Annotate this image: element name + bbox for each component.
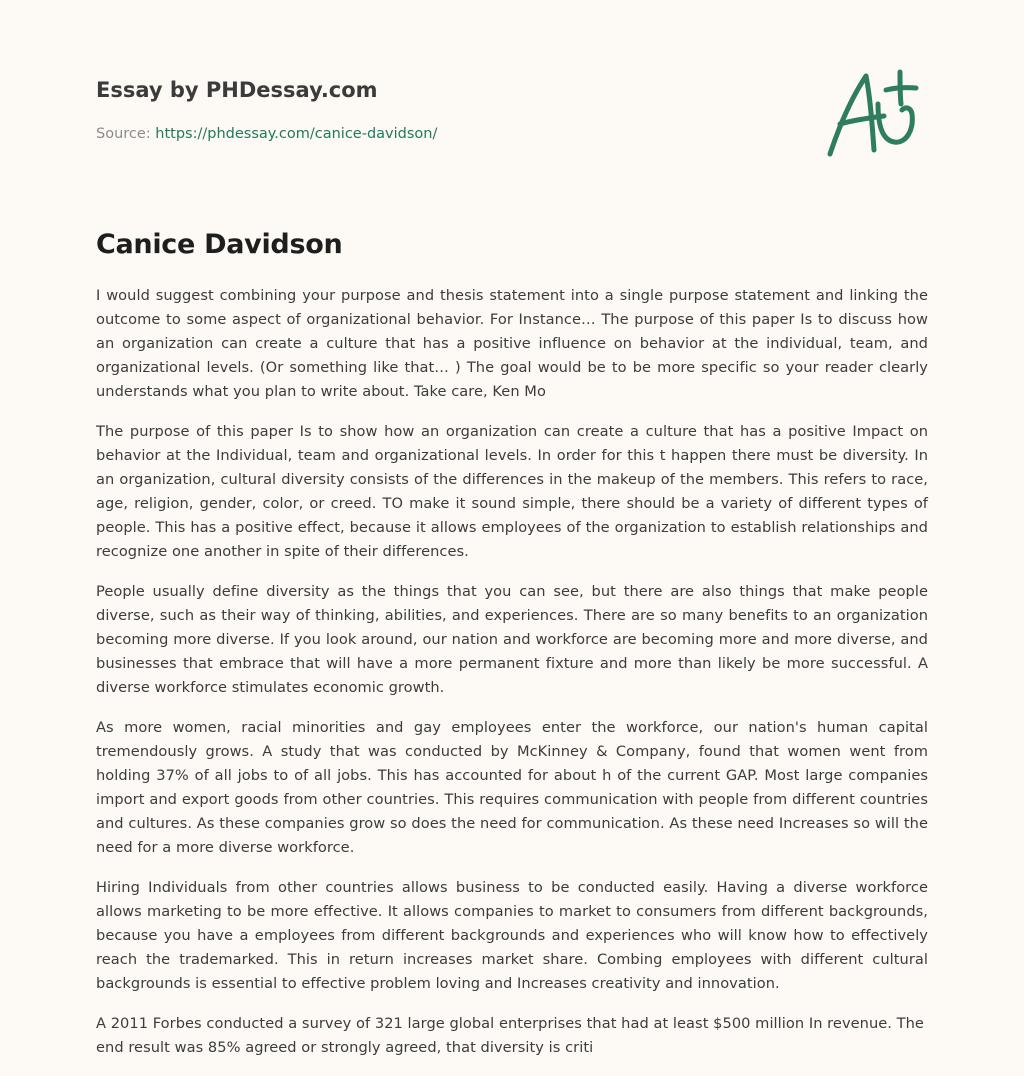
essay-title: Canice Davidson [96, 229, 343, 260]
essay-paragraph: People usually define diversity as the things that you can see, but there are also things that make people diverse, such as their way of thinking, abilities, and experiences. There are so many benefits to an organization becoming more diverse. If you look around, our nation and workforce are becoming more and more diverse, and businesses that embrace that will have a more permanent fixture and more than likely be more successful. A diverse workforce stimulates economic growth. [96, 583, 928, 696]
a-plus-logo-icon [820, 66, 924, 162]
essay-paragraph: Hiring Individuals from other countries allows business to be conducted easily. Having a diverse workforce allows marketing to be more effective. It allows companies to market to consumers from different backgrounds, because you have a employees from different backgrounds and experiences who will know how to effectively reach the trademarked. This in return increases market share. Combing employees with different cultural backgrounds is essential to effective problem loving and Increases creativity and innovation. [96, 879, 928, 992]
source-line [96, 124, 437, 144]
essay-paragraph: A 2011 Forbes conducted a survey of 321 large global enterprises that had at least $500 million In revenue. The end result was 85% agreed or strongly agreed, that diversity is criti [96, 1015, 924, 1056]
essay-header [96, 76, 928, 176]
essay-paragraph: The purpose of this paper Is to show how an organization can create a culture that has a positive Impact on behavior at the Individual, team and organizational levels. In order for this t happen there must be diversity. In an organization, cultural diversity consists of the differences in the makeup of the members. This refers to race, age, religion, gender, color, or creed. TO make it sound simple, there should be a variety of different types of people. This has a positive effect, because it allows employees of the organization to establish relationships and recognize one another in spite of their differences. [96, 423, 928, 560]
source-link[interactable]: https://phdessay.com/canice-davidson/ [155, 126, 438, 142]
source-label: Source: [96, 126, 156, 142]
essay-paragraph: As more women, racial minorities and gay employees enter the workforce, our nation's human capital tremendously grows. A study that was conducted by McKinney & Company, found that women went from holding 37% of all jobs to of all jobs. This has accounted for about h of the current GAP. Most large companies import and export goods from other countries. This requires communication with people from different countries and cultures. As these companies grow so does the need for communication. As these need Increases so will the need for a more diverse workforce. [96, 719, 928, 856]
essay-paragraph: I would suggest combining your purpose and thesis statement into a single purpose statement and linking the outcome to some aspect of organizational behavior. For Instance… The purpose of this paper Is to discuss how an organization can create a culture that has a positive influence on behavior at the individual, team, and organizational levels. (Or something like that… ) The goal would be to be more specific so your reader clearly understands what you plan to write about. Take care, Ken Mo [96, 287, 928, 400]
essay-body [96, 284, 928, 1076]
site-title: Essay by PHDessay.com [96, 78, 378, 102]
